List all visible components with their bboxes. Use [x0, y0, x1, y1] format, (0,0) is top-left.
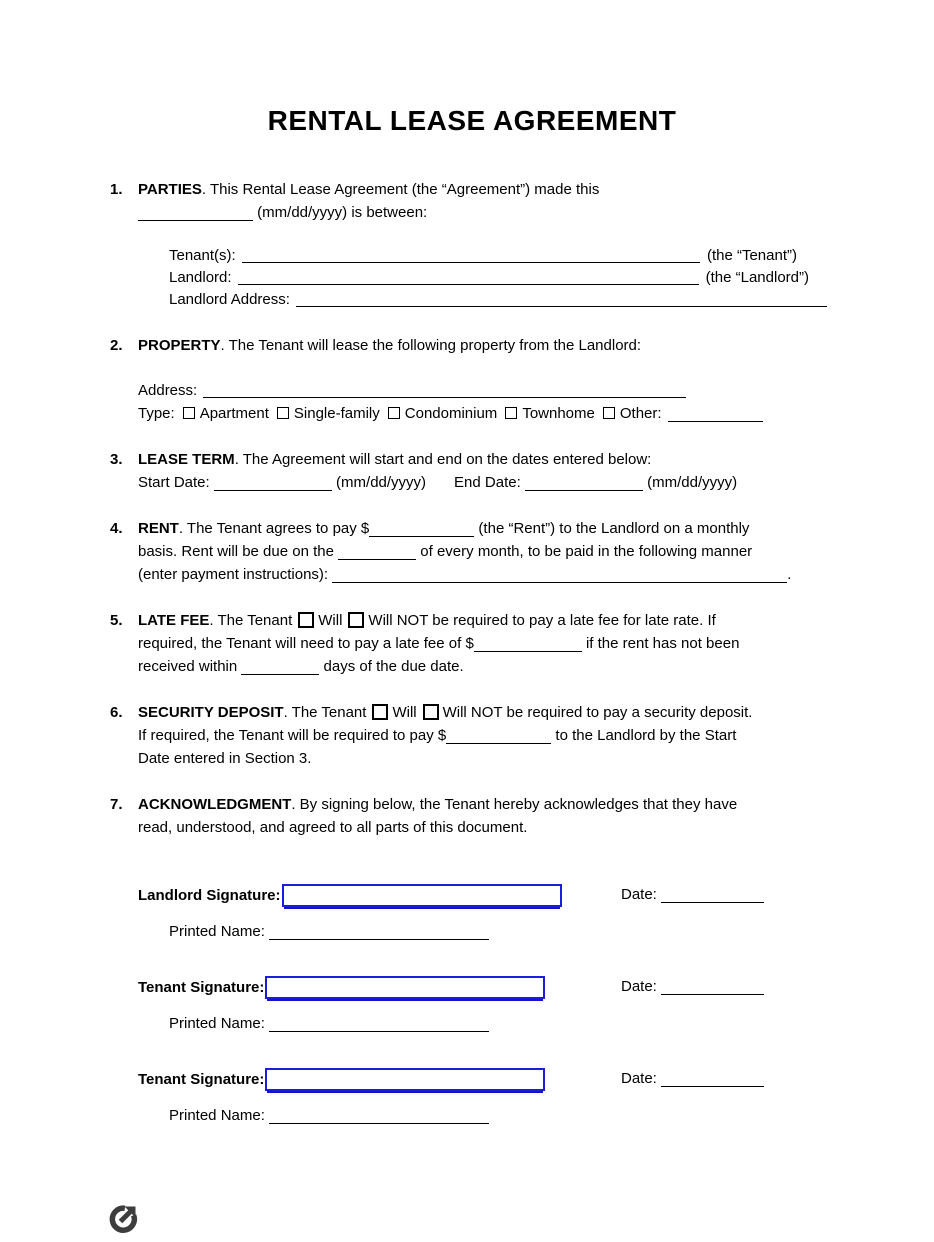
section-text: (mm/dd/yyyy) is between:	[253, 204, 428, 221]
section-text: received within	[138, 658, 242, 675]
tenant-date-blank-2[interactable]	[661, 1086, 764, 1087]
option-single-family-label: Single-family	[293, 405, 380, 422]
section-text: days of the due date.	[319, 658, 464, 675]
checkbox-condominium[interactable]	[388, 407, 400, 419]
tenant-label: Tenant(s):	[169, 247, 236, 264]
tenant-signature-block-1	[110, 973, 834, 1035]
property-address-row	[138, 379, 686, 402]
printed-name-label: Printed Name:	[169, 1015, 265, 1032]
section-heading: ACKNOWLEDGMENT	[138, 796, 292, 813]
other-type-blank[interactable]	[668, 421, 763, 422]
payment-instructions-blank[interactable]	[332, 582, 787, 583]
checkbox-latefee-will-not[interactable]	[348, 612, 364, 628]
property-type-row	[138, 402, 830, 425]
section-text: If required, the Tenant will be required to pay $	[138, 727, 447, 744]
option-other-label: Other:	[619, 405, 662, 422]
property-address-label: Address:	[138, 382, 198, 399]
landlord-address-blank[interactable]	[296, 306, 827, 307]
will-label: Will	[392, 704, 417, 721]
checkbox-single-family[interactable]	[277, 407, 289, 419]
section-text: to the Landlord by the Start	[551, 727, 737, 744]
tenant-name-blank[interactable]	[242, 262, 700, 263]
section-number: 7.	[110, 796, 123, 813]
landlord-address-label: Landlord Address:	[169, 291, 290, 308]
landlord-date-blank[interactable]	[661, 902, 764, 903]
checkbox-apartment[interactable]	[183, 407, 195, 419]
landlord-row	[169, 267, 809, 289]
section-text: basis. Rent will be due on the	[138, 543, 339, 560]
section-text: Will NOT be required to pay a late fee for late rate. If	[368, 612, 716, 629]
section-number: 2.	[110, 337, 123, 354]
section-parties	[110, 178, 834, 311]
section-heading: SECURITY DEPOSIT	[138, 704, 284, 721]
section-number: 3.	[110, 451, 123, 468]
checkbox-deposit-will-not[interactable]	[423, 704, 439, 720]
section-text: of every month, to be paid in the following manner	[416, 543, 753, 560]
section-text: . The Tenant will lease the following property from the Landlord:	[220, 337, 642, 354]
tenant-signature-field-2[interactable]	[265, 1068, 545, 1091]
printed-name-label: Printed Name:	[169, 923, 265, 940]
section-text: read, understood, and agreed to all parts of this document.	[138, 819, 528, 836]
section-lease-term	[110, 448, 834, 494]
checkbox-other[interactable]	[603, 407, 615, 419]
section-text: . By signing below, the Tenant hereby acknowledges that they have	[291, 796, 738, 813]
section-text: . The Tenant agrees to pay $	[178, 520, 370, 537]
date-label: Date:	[621, 1070, 657, 1087]
tenant-printed-name-blank-1[interactable]	[269, 1031, 489, 1032]
circular-arrow-logo-icon	[107, 1203, 139, 1235]
option-apartment-label: Apartment	[199, 405, 269, 422]
checkbox-latefee-will[interactable]	[298, 612, 314, 628]
document-title: RENTAL LEASE AGREEMENT	[267, 105, 677, 136]
section-heading: LEASE TERM	[138, 451, 235, 468]
landlord-printed-name-blank[interactable]	[269, 939, 489, 940]
landlord-suffix: (the “Landlord”)	[705, 269, 809, 286]
landlord-signature-label: Landlord Signature:	[138, 886, 281, 904]
section-text: Date entered in Section 3.	[138, 750, 312, 767]
section-text: . The Tenant	[283, 704, 367, 721]
section-text: (the “Rent”) to the Landlord on a monthly	[474, 520, 750, 537]
checkbox-deposit-will[interactable]	[372, 704, 388, 720]
late-fee-amount-blank[interactable]	[474, 651, 582, 652]
section-text: . The Agreement will start and end on the dates entered below:	[234, 451, 652, 468]
section-number: 4.	[110, 520, 123, 537]
landlord-signature-block	[110, 881, 834, 943]
end-date-format: (mm/dd/yyyy)	[642, 474, 738, 491]
signature-area	[110, 881, 834, 1127]
end-date-label: End Date:	[454, 474, 521, 491]
section-text: required, the Tenant will need to pay a late fee of $	[138, 635, 474, 652]
section-text: . This Rental Lease Agreement (the “Agreement”) made this	[201, 181, 600, 198]
tenant-signature-block-2	[110, 1065, 834, 1127]
end-date-blank[interactable]	[525, 490, 643, 491]
section-text: . The Tenant	[209, 612, 293, 629]
section-text: if the rent has not been	[581, 635, 740, 652]
due-day-blank[interactable]	[338, 559, 416, 560]
date-label: Date:	[621, 886, 657, 903]
tenant-signature-field-1[interactable]	[265, 976, 545, 999]
section-acknowledgment	[110, 793, 834, 839]
section-heading: PROPERTY	[138, 337, 221, 354]
tenant-printed-name-blank-2[interactable]	[269, 1123, 489, 1124]
section-security-deposit	[110, 701, 834, 770]
option-townhome-label: Townhome	[522, 405, 595, 422]
landlord-address-row	[169, 289, 827, 311]
property-address-blank[interactable]	[203, 397, 686, 398]
section-rent	[110, 517, 834, 586]
section-number: 6.	[110, 704, 123, 721]
will-label: Will	[318, 612, 343, 629]
printed-name-label: Printed Name:	[169, 1107, 265, 1124]
section-property	[110, 334, 834, 425]
property-type-label: Type:	[138, 405, 175, 422]
tenant-signature-label: Tenant Signature:	[138, 978, 265, 996]
tenant-date-blank-1[interactable]	[661, 994, 764, 995]
section-heading: LATE FEE	[138, 612, 210, 629]
landlord-label: Landlord:	[169, 269, 232, 286]
agreement-date-blank[interactable]	[138, 220, 253, 221]
tenant-signature-label: Tenant Signature:	[138, 1070, 265, 1088]
start-date-label: Start Date:	[138, 474, 210, 491]
start-date-format: (mm/dd/yyyy)	[331, 474, 427, 491]
property-fields	[138, 379, 830, 425]
checkbox-townhome[interactable]	[505, 407, 517, 419]
section-heading: RENT	[138, 520, 179, 537]
landlord-name-blank[interactable]	[238, 284, 699, 285]
tenant-suffix: (the “Tenant”)	[706, 247, 797, 264]
section-number: 5.	[110, 612, 123, 629]
landlord-signature-field[interactable]	[282, 884, 562, 907]
tenant-row	[169, 245, 797, 267]
section-text: .	[787, 566, 792, 583]
section-text: (enter payment instructions):	[138, 566, 333, 583]
date-label: Date:	[621, 978, 657, 995]
section-text: Will NOT be required to pay a security deposit.	[442, 704, 753, 721]
section-number: 1.	[110, 181, 123, 198]
late-days-blank[interactable]	[241, 674, 319, 675]
option-condominium-label: Condominium	[404, 405, 498, 422]
parties-fields	[169, 245, 830, 311]
start-date-blank[interactable]	[214, 490, 332, 491]
section-late-fee	[110, 609, 834, 678]
rent-amount-blank[interactable]	[369, 536, 474, 537]
section-heading: PARTIES	[138, 181, 202, 198]
deposit-amount-blank[interactable]	[446, 743, 551, 744]
